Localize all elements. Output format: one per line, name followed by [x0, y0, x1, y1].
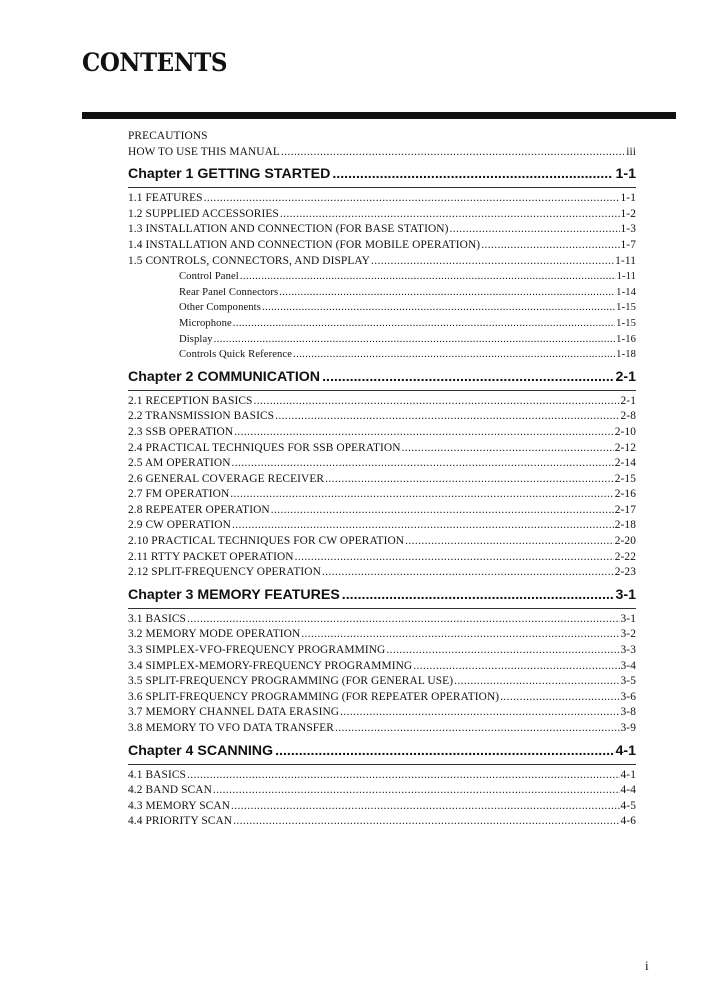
toc-entry-page: 4-5 — [620, 799, 636, 812]
toc-subsection-entry — [128, 300, 636, 316]
toc-entry-page: 3-9 — [620, 722, 636, 734]
toc-section-entry — [128, 456, 636, 472]
toc-entry-page: 2-20 — [614, 535, 636, 548]
toc-entry-page: 3-3 — [620, 644, 636, 657]
toc-entry-page: 1-2 — [620, 207, 636, 220]
toc-subsection-entry — [128, 269, 636, 285]
dot-leader — [301, 627, 619, 643]
toc-entry-label: 3.8 MEMORY TO VFO DATA TRANSFER — [128, 722, 334, 734]
dot-leader — [253, 394, 619, 410]
toc-entry-page: 3-8 — [620, 706, 636, 719]
chapter-page: 2-1 — [615, 368, 636, 385]
chapter-title: Chapter 4 SCANNING — [128, 742, 274, 759]
toc-entry-page: 2-8 — [620, 410, 636, 423]
chapter-heading — [128, 586, 636, 604]
dot-leader — [281, 145, 625, 161]
toc-entry-label: 2.10 PRACTICAL TECHNIQUES FOR CW OPERATION — [128, 535, 405, 548]
toc-entry-page: 1-15 — [616, 302, 636, 314]
toc-entry-page: 4-1 — [620, 768, 636, 781]
dot-leader — [240, 269, 616, 285]
toc-entry-label: 2.2 TRANSMISSION BASICS — [128, 410, 275, 423]
toc-entry-label: 1.4 INSTALLATION AND CONNECTION (FOR MOBILE OPERATION) — [128, 238, 481, 251]
dot-leader — [232, 456, 614, 472]
dot-leader — [335, 721, 620, 737]
dot-leader — [187, 612, 620, 628]
dot-leader — [322, 368, 613, 386]
dot-leader — [340, 705, 619, 721]
toc-entry-page: iii — [626, 145, 636, 158]
toc-section-entry — [128, 550, 636, 566]
toc-entry-label: 4.2 BAND SCAN — [128, 784, 212, 797]
dot-leader — [371, 254, 614, 270]
toc-entry-page: 1-14 — [616, 286, 636, 298]
toc-front-entry — [128, 145, 636, 161]
toc-front-entry — [128, 129, 636, 145]
toc-entry-page: 3-5 — [620, 675, 636, 688]
toc-section-entry — [128, 768, 636, 784]
table-of-contents — [128, 129, 636, 830]
toc-entry-label: 2.1 RECEPTION BASICS — [128, 394, 253, 407]
dot-leader — [500, 690, 619, 706]
toc-entry-page: 1-16 — [616, 333, 636, 345]
page-title: CONTENTS — [82, 48, 228, 77]
toc-entry-label: 3.6 SPLIT-FREQUENCY PROGRAMMING (FOR REPEATER OPERATION) — [128, 690, 500, 703]
dot-leader — [322, 565, 614, 581]
chapter-heading — [128, 165, 636, 183]
chapter-title: Chapter 1 GETTING STARTED — [128, 166, 331, 183]
dot-leader — [454, 674, 619, 690]
toc-entry-label: Other Components — [179, 302, 261, 314]
dot-leader — [213, 783, 620, 799]
toc-entry-page: 3-2 — [620, 628, 636, 641]
toc-section-entry — [128, 659, 636, 675]
dot-leader — [332, 165, 613, 183]
toc-section-entry — [128, 409, 636, 425]
toc-entry-label: HOW TO USE THIS MANUAL — [128, 145, 280, 158]
toc-entry-label: 2.12 SPLIT-FREQUENCY OPERATION — [128, 566, 321, 579]
chapter-title: Chapter 3 MEMORY FEATURES — [128, 586, 340, 603]
dot-leader — [402, 441, 614, 457]
dot-leader — [233, 814, 619, 830]
toc-section-entry — [128, 674, 636, 690]
toc-entry-page: 3-4 — [620, 659, 636, 672]
dot-leader — [342, 586, 614, 604]
dot-leader — [231, 799, 619, 815]
toc-entry-label: 1.2 SUPPLIED ACCESSORIES — [128, 207, 279, 220]
dot-leader — [234, 425, 614, 441]
toc-section-entry — [128, 254, 636, 270]
toc-section-entry — [128, 238, 636, 254]
dot-leader — [230, 487, 613, 503]
toc-section-entry — [128, 394, 636, 410]
toc-section-entry — [128, 799, 636, 815]
toc-entry-label: 1.5 CONTROLS, CONNECTORS, AND DISPLAY — [128, 254, 370, 267]
toc-entry-page: 2-10 — [614, 425, 636, 438]
toc-entry-page: 2-15 — [614, 472, 636, 485]
dot-leader — [204, 191, 620, 207]
toc-entry-page: 1-11 — [616, 271, 636, 283]
dot-leader — [386, 643, 619, 659]
chapter-divider — [128, 608, 636, 609]
toc-entry-page: 2-23 — [614, 566, 636, 579]
toc-entry-label: 2.5 AM OPERATION — [128, 457, 231, 470]
toc-entry-page: 1-1 — [620, 192, 636, 205]
toc-section-entry — [128, 518, 636, 534]
toc-entry-label: 1.1 FEATURES — [128, 192, 203, 205]
dot-leader — [413, 659, 619, 675]
dot-leader — [233, 316, 615, 332]
toc-entry-label: Microphone — [179, 317, 232, 329]
dot-leader — [280, 207, 620, 223]
toc-entry-page: 3-1 — [620, 612, 636, 625]
toc-section-entry — [128, 191, 636, 207]
toc-section-entry — [128, 705, 636, 721]
toc-entry-label: 3.3 SIMPLEX-VFO-FREQUENCY PROGRAMMING — [128, 644, 386, 657]
toc-section-entry — [128, 441, 636, 457]
page-number: i — [645, 958, 649, 973]
dot-leader — [405, 534, 614, 550]
toc-subsection-entry — [128, 332, 636, 348]
dot-leader — [295, 550, 614, 566]
toc-entry-label: 3.1 BASICS — [128, 612, 186, 625]
toc-entry-label: Control Panel — [179, 271, 239, 283]
toc-section-entry — [128, 783, 636, 799]
toc-entry-label: 2.3 SSB OPERATION — [128, 425, 234, 438]
dot-leader — [450, 222, 620, 238]
dot-leader — [271, 503, 614, 519]
toc-entry-page: 4-4 — [620, 784, 636, 797]
toc-section-entry — [128, 207, 636, 223]
toc-entry-label: Controls Quick Reference — [179, 349, 293, 361]
toc-entry-label: 2.4 PRACTICAL TECHNIQUES FOR SSB OPERATION — [128, 441, 401, 454]
toc-entry-label: 3.2 MEMORY MODE OPERATION — [128, 628, 301, 641]
chapter-page: 3-1 — [615, 586, 636, 603]
toc-section-entry — [128, 472, 636, 488]
toc-entry-label: 3.4 SIMPLEX-MEMORY-FREQUENCY PROGRAMMING — [128, 659, 413, 672]
dot-leader — [232, 518, 614, 534]
dot-leader — [214, 332, 616, 348]
dot-leader — [293, 347, 615, 363]
toc-section-entry — [128, 503, 636, 519]
toc-entry-page: 2-18 — [614, 519, 636, 532]
toc-section-entry — [128, 643, 636, 659]
toc-entry-page: 3-6 — [620, 690, 636, 703]
dot-leader — [275, 409, 619, 425]
chapter-page: 1-1 — [615, 166, 636, 183]
toc-entry-page: 2-1 — [620, 394, 636, 407]
toc-subsection-entry — [128, 347, 636, 363]
chapter-page: 4-1 — [615, 742, 636, 759]
toc-entry-label: 4.3 MEMORY SCAN — [128, 799, 231, 812]
dot-leader — [481, 238, 619, 254]
dot-leader — [325, 472, 614, 488]
chapter-heading — [128, 368, 636, 386]
toc-entry-page: 1-18 — [616, 349, 636, 361]
dot-leader — [279, 285, 615, 301]
toc-section-entry — [128, 721, 636, 737]
toc-entry-page: 1-7 — [620, 238, 636, 251]
toc-subsection-entry — [128, 316, 636, 332]
toc-section-entry — [128, 690, 636, 706]
toc-entry-label: Display — [179, 333, 213, 345]
chapter-title: Chapter 2 COMMUNICATION — [128, 368, 321, 385]
toc-entry-page: 4-6 — [620, 815, 636, 828]
toc-entry-page: 2-14 — [614, 457, 636, 470]
toc-entry-label: 1.3 INSTALLATION AND CONNECTION (FOR BASE STATION) — [128, 223, 449, 236]
toc-entry-label: 2.9 CW OPERATION — [128, 519, 231, 532]
chapter-heading — [128, 742, 636, 760]
toc-entry-page: 1-11 — [615, 254, 636, 267]
toc-entry-label: 2.7 FM OPERATION — [128, 488, 230, 501]
toc-entry-page: 1-3 — [620, 223, 636, 236]
toc-section-entry — [128, 565, 636, 581]
title-rule — [82, 112, 676, 119]
toc-entry-page: 2-16 — [614, 488, 636, 501]
toc-entry-page: 2-17 — [614, 503, 636, 516]
chapter-divider — [128, 390, 636, 391]
toc-entry-label: 2.8 REPEATER OPERATION — [128, 503, 270, 516]
toc-entry-label: 2.11 RTTY PACKET OPERATION — [128, 550, 294, 563]
toc-section-entry — [128, 222, 636, 238]
toc-section-entry — [128, 487, 636, 503]
toc-subsection-entry — [128, 285, 636, 301]
toc-entry-page: 2-12 — [614, 441, 636, 454]
toc-section-entry — [128, 814, 636, 830]
toc-entry-page: 1-15 — [616, 317, 636, 329]
chapter-divider — [128, 764, 636, 765]
toc-section-entry — [128, 425, 636, 441]
dot-leader — [275, 742, 613, 760]
toc-section-entry — [128, 534, 636, 550]
chapter-divider — [128, 187, 636, 188]
toc-entry-label: Rear Panel Connectors — [179, 286, 279, 298]
toc-entry-label: 3.5 SPLIT-FREQUENCY PROGRAMMING (FOR GENERAL USE) — [128, 675, 454, 688]
toc-entry-label: 4.4 PRIORITY SCAN — [128, 815, 233, 828]
toc-entry-page: 2-22 — [614, 550, 636, 563]
toc-section-entry — [128, 627, 636, 643]
toc-entry-label: 2.6 GENERAL COVERAGE RECEIVER — [128, 472, 325, 485]
toc-entry-label: PRECAUTIONS — [128, 130, 208, 142]
toc-section-entry — [128, 612, 636, 628]
toc-entry-label: 4.1 BASICS — [128, 768, 186, 781]
dot-leader — [262, 300, 615, 316]
toc-entry-label: 3.7 MEMORY CHANNEL DATA ERASING — [128, 706, 340, 719]
dot-leader — [187, 768, 620, 784]
